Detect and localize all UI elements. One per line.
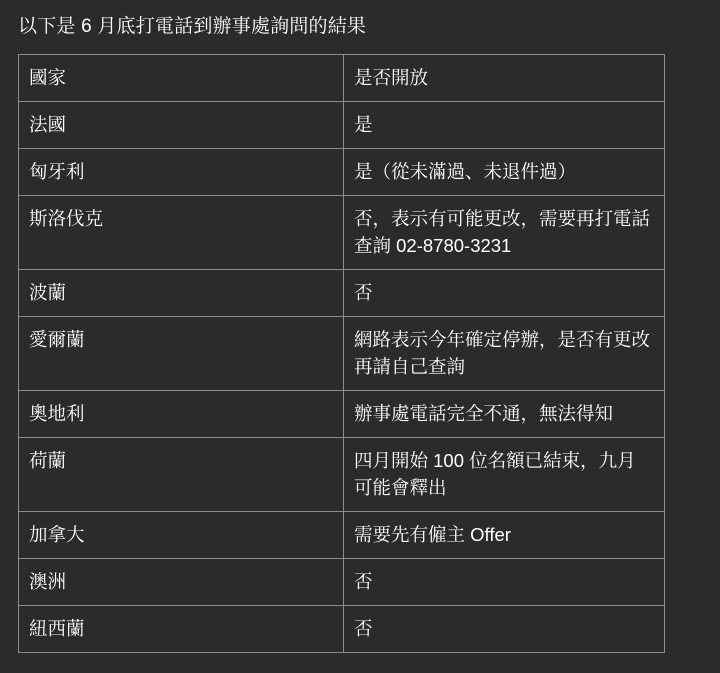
table-cell-country: [19, 149, 344, 196]
status-label: 是: [354, 114, 373, 135]
table-cell-status: [344, 317, 665, 391]
intro-paragraph: 以下是 6 月底打電話到辦事處詢問的結果: [18, 16, 367, 37]
country-label: 加拿大: [29, 524, 85, 545]
status-label: 否: [354, 571, 373, 592]
header-status-label: 是否開放: [354, 67, 429, 88]
country-label: 奧地利: [29, 403, 85, 424]
table-row: [19, 317, 665, 391]
status-label: 否: [354, 282, 373, 303]
table-row: [19, 102, 665, 149]
table-header-cell-country: [19, 55, 344, 102]
table-row: [19, 559, 665, 606]
country-label: 匈牙利: [29, 161, 85, 182]
table-cell-country: [19, 438, 344, 512]
table-cell-country: [19, 102, 344, 149]
status-label: 否: [354, 618, 373, 639]
table-row: [19, 438, 665, 512]
table-row: [19, 512, 665, 559]
table-cell-status: [344, 391, 665, 438]
country-label: 波蘭: [29, 282, 67, 303]
table-header-cell-status: [344, 55, 665, 102]
table-cell-status: [344, 606, 665, 653]
country-label: 法國: [29, 114, 67, 135]
table-cell-country: [19, 270, 344, 317]
table-row: [19, 606, 665, 653]
country-label: 荷蘭: [29, 450, 67, 471]
country-label: 紐西蘭: [29, 618, 85, 639]
status-label: 四月開始 100 位名額已結束，九月可能會釋出: [354, 450, 636, 498]
table-row: [19, 270, 665, 317]
table-cell-country: [19, 391, 344, 438]
table-header-row: [19, 55, 665, 102]
table-row: [19, 391, 665, 438]
table-cell-country: [19, 196, 344, 270]
table-cell-country: [19, 606, 344, 653]
table-cell-country: [19, 317, 344, 391]
status-label: 辦事處電話完全不通，無法得知: [354, 403, 614, 424]
working-holiday-status-table: [18, 54, 665, 653]
table-cell-status: [344, 196, 665, 270]
status-label: 網路表示今年確定停辦，是否有更改再請自己查詢: [354, 329, 651, 377]
table-row: [19, 196, 665, 270]
table-row: [19, 149, 665, 196]
table-cell-status: [344, 102, 665, 149]
status-label: 是（從未滿過、未退件過）: [354, 161, 577, 182]
table-cell-status: [344, 512, 665, 559]
country-label: 斯洛伐克: [29, 208, 104, 229]
country-label: 愛爾蘭: [29, 329, 85, 350]
table-cell-status: [344, 149, 665, 196]
table-cell-status: [344, 438, 665, 512]
country-label: 澳洲: [29, 571, 67, 592]
table-cell-status: [344, 559, 665, 606]
table-cell-country: [19, 512, 344, 559]
status-label: 需要先有僱主 Offer: [354, 524, 511, 545]
table-cell-status: [344, 270, 665, 317]
status-label: 否，表示有可能更改，需要再打電話查詢 02-8780-3231: [354, 208, 651, 256]
table-cell-country: [19, 559, 344, 606]
header-country-label: 國家: [29, 67, 67, 88]
